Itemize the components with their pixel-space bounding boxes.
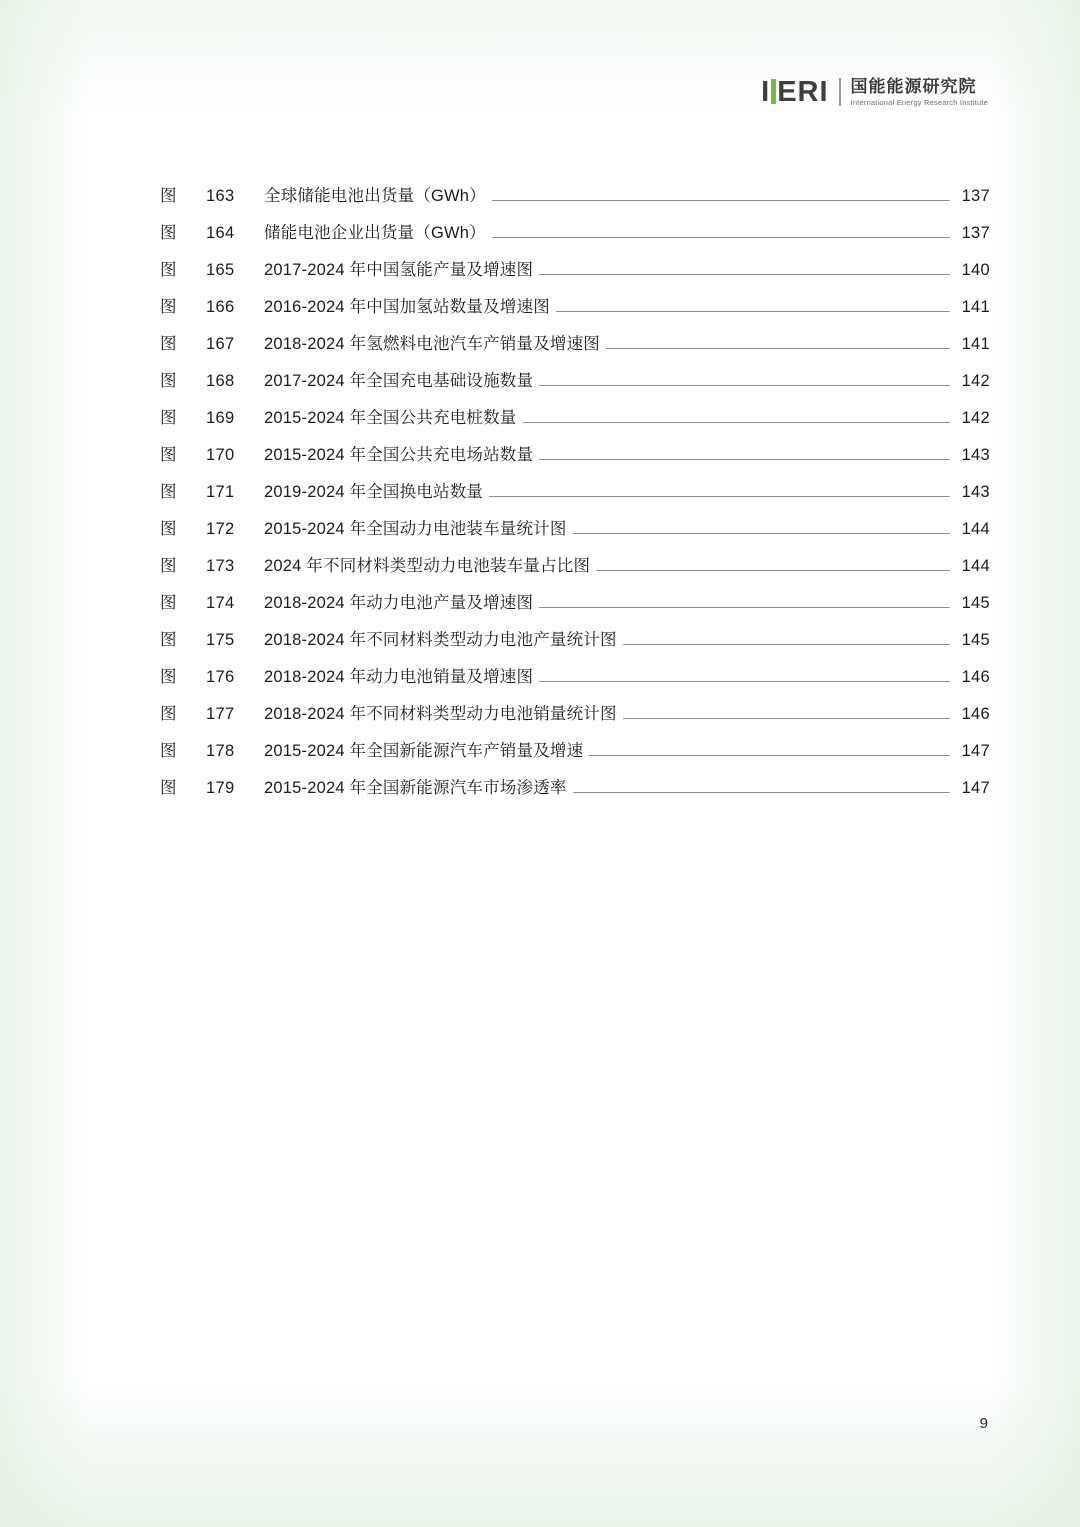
logo-wordmark [761,75,838,108]
figure-page-number: 147 [961,742,990,760]
figure-label: 图 [160,372,177,390]
leader-dots [623,644,950,645]
list-item[interactable] [160,774,990,811]
list-item[interactable] [160,589,990,626]
figure-title: 全球储能电池出货量（GWh） [264,187,486,205]
list-item[interactable] [160,219,990,256]
figure-number: 169 [206,409,235,427]
leader-dots [573,533,950,534]
figure-page-number: 143 [961,446,990,464]
list-item[interactable] [160,182,990,219]
figure-page-number: 140 [961,261,990,279]
leader-dots [489,496,950,497]
figure-page-number: 142 [961,409,990,427]
logo-name-cn: 国能能源研究院 [850,77,977,97]
list-item[interactable] [160,737,990,774]
list-item[interactable] [160,515,990,552]
list-item[interactable] [160,256,990,293]
figure-number: 168 [206,372,235,390]
figure-number: 177 [206,705,235,723]
figure-title: 2018-2024 年动力电池产量及增速图 [264,594,534,612]
figure-page-number: 144 [961,520,990,538]
figure-label: 图 [160,187,177,205]
figure-page-number: 137 [961,187,990,205]
list-item[interactable] [160,663,990,700]
figure-label: 图 [160,483,177,501]
figure-number: 176 [206,668,235,686]
figure-page-number: 146 [961,705,990,723]
figure-label: 图 [160,298,177,316]
figure-page-number: 142 [961,372,990,390]
leader-dots [606,348,950,349]
list-item[interactable] [160,367,990,404]
page-folio: 9 [979,1415,988,1432]
leader-dots [596,570,950,571]
leader-dots [539,681,950,682]
figure-title: 2024 年不同材料类型动力电池装车量占比图 [264,557,591,575]
figure-label: 图 [160,631,177,649]
list-item[interactable] [160,552,990,589]
figure-label: 图 [160,594,177,612]
list-item[interactable] [160,478,990,515]
figure-page-number: 146 [961,668,990,686]
figure-number: 178 [206,742,235,760]
figure-list [160,182,990,811]
leader-dots [539,459,950,460]
figure-label: 图 [160,668,177,686]
list-item[interactable] [160,700,990,737]
figure-title: 2017-2024 年全国充电基础设施数量 [264,372,534,390]
figure-number: 173 [206,557,235,575]
figure-title: 2018-2024 年不同材料类型动力电池产量统计图 [264,631,617,649]
figure-label: 图 [160,705,177,723]
figure-number: 165 [206,261,235,279]
figure-number: 175 [206,631,235,649]
figure-title: 2015-2024 年全国公共充电场站数量 [264,446,534,464]
leader-dots [539,385,950,386]
figure-label: 图 [160,261,177,279]
figure-page-number: 144 [961,557,990,575]
figure-number: 166 [206,298,235,316]
figure-number: 172 [206,520,235,538]
publisher-logo [761,72,988,112]
figure-title: 2015-2024 年全国动力电池装车量统计图 [264,520,567,538]
figure-title: 2017-2024 年中国氢能产量及增速图 [264,261,534,279]
logo-letters-eri: ERI [777,75,829,108]
figure-number: 163 [206,187,235,205]
figure-label: 图 [160,224,177,242]
figure-label: 图 [160,520,177,538]
figure-number: 167 [206,335,235,353]
list-item[interactable] [160,330,990,367]
figure-label: 图 [160,409,177,427]
figure-page-number: 143 [961,483,990,501]
figure-page-number: 137 [961,224,990,242]
figure-page-number: 147 [961,779,990,797]
logo-letter-i: I [761,75,771,108]
figure-number: 170 [206,446,235,464]
list-item[interactable] [160,626,990,663]
leader-dots [623,718,950,719]
logo-divider [839,78,841,106]
list-item[interactable] [160,404,990,441]
figure-number: 179 [206,779,235,797]
figure-title: 2016-2024 年中国加氢站数量及增速图 [264,298,550,316]
leader-dots [539,274,950,275]
figure-label: 图 [160,557,177,575]
figure-title: 储能电池企业出货量（GWh） [264,224,486,242]
figure-number: 171 [206,483,235,501]
figure-title: 2018-2024 年氢燃料电池汽车产销量及增速图 [264,335,600,353]
figure-title: 2018-2024 年动力电池销量及增速图 [264,668,534,686]
logo-text-block [851,77,988,107]
figure-label: 图 [160,742,177,760]
leader-dots [573,792,950,793]
figure-title: 2015-2024 年全国新能源汽车市场渗透率 [264,779,567,797]
figure-label: 图 [160,335,177,353]
leader-dots [556,311,950,312]
list-item[interactable] [160,441,990,478]
leader-dots [523,422,951,423]
figure-label: 图 [160,446,177,464]
figure-title: 2018-2024 年不同材料类型动力电池销量统计图 [264,705,617,723]
figure-title: 2015-2024 年全国新能源汽车产销量及增速 [264,742,584,760]
logo-name-en: International Energy Research Institute [850,97,988,107]
leader-dots [492,200,950,201]
figure-title: 2019-2024 年全国换电站数量 [264,483,484,501]
figure-page-number: 145 [961,594,990,612]
figure-page-number: 141 [961,298,990,316]
figure-number: 164 [206,224,235,242]
figure-title: 2015-2024 年全国公共充电桩数量 [264,409,517,427]
leader-dots [589,755,950,756]
figure-number: 174 [206,594,235,612]
leader-dots [492,237,950,238]
list-item[interactable] [160,293,990,330]
figure-page-number: 141 [961,335,990,353]
logo-bar-icon [771,79,776,104]
figure-label: 图 [160,779,177,797]
figure-page-number: 145 [961,631,990,649]
leader-dots [539,607,950,608]
